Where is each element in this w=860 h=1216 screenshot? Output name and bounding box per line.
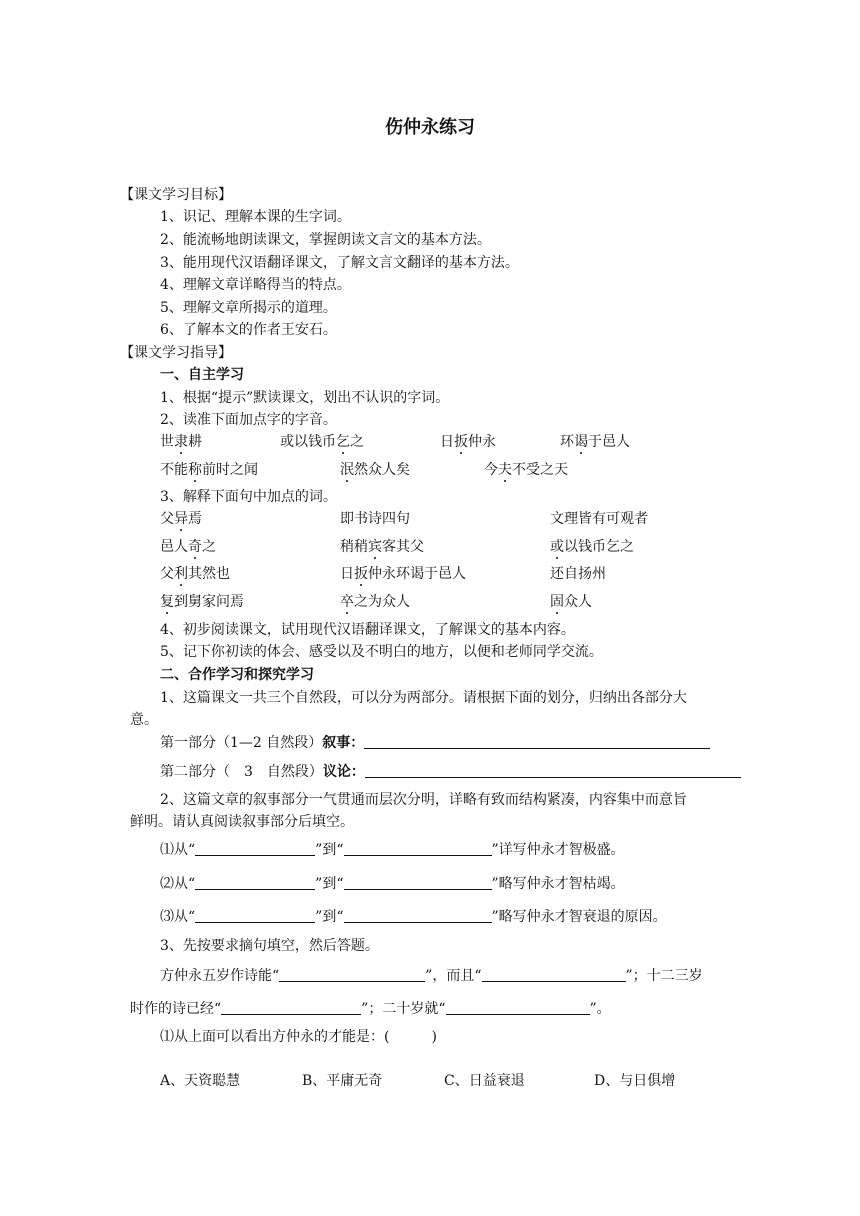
- paragraph-q2-cont: 鲜明。请认真阅读叙事部分后填空。: [130, 814, 354, 830]
- fill-line: ⑴从“ ”到“ ”详写仲永才智极盛。: [160, 842, 625, 858]
- paragraph-q1-cont: 意。: [130, 712, 158, 728]
- dotted-phrase: 或以钱币乞之: [550, 539, 634, 555]
- choice-b[interactable]: B、平庸无奇: [302, 1073, 383, 1089]
- dotted-phrase: 固众人: [550, 594, 592, 610]
- dotted-word: 不能称前时之闻: [160, 462, 258, 478]
- paragraph-q3: 3、先按要求摘句填空，然后答题。: [160, 938, 379, 954]
- fill-blank[interactable]: [344, 908, 492, 923]
- part-heading-self-study: 一、自主学习: [160, 367, 244, 383]
- dotted-word: 日扳仲永: [440, 434, 496, 450]
- dotted-phrase: 稍稍宾客其父: [340, 539, 424, 555]
- goal-item: 4、理解文章详略得当的特点。: [160, 277, 351, 293]
- page-title: 伤仲永练习: [385, 117, 475, 138]
- part-b-line: 第二部分（ 3 自然段）议论：: [160, 762, 741, 782]
- dotted-phrase: 即书诗四句: [340, 511, 410, 527]
- fill-blank[interactable]: [344, 875, 492, 890]
- dotted-phrase: 卒之为众人: [340, 594, 410, 610]
- fill-blank[interactable]: [344, 841, 492, 856]
- quote-blank[interactable]: [279, 967, 425, 982]
- dotted-phrase: 日扳仲永环谒于邑人: [340, 566, 466, 582]
- dotted-word: 环谒于邑人: [560, 434, 630, 450]
- question-3: 3、解释下面句中加点的词。: [160, 489, 337, 505]
- quote-blank[interactable]: [482, 967, 626, 982]
- paragraph-q1: 1、这篇课文一共三个自然段，可以分为两部分。请根据下面的划分，归纳出各部分大: [160, 690, 687, 706]
- goal-item: 6、了解本文的作者王安石。: [160, 322, 337, 338]
- question-4: 4、初步阅读课文，试用现代汉语翻译课文，了解课文的基本内容。: [160, 622, 575, 638]
- dotted-phrase: 父利其然也: [160, 566, 230, 582]
- fill-blank[interactable]: [195, 841, 315, 856]
- quote-blank[interactable]: [446, 1000, 590, 1015]
- dotted-word: 今夫不受之天: [484, 462, 568, 478]
- choice-c[interactable]: C、日益衰退: [444, 1073, 525, 1089]
- fill-line: ⑶从“ ”到“ ”略写仲永才智衰退的原因。: [160, 909, 667, 925]
- part-b-answer-blank[interactable]: [365, 763, 741, 778]
- section-header-guide: 【课文学习指导】: [120, 345, 232, 361]
- part-heading-cooperative: 二、合作学习和探究学习: [160, 667, 314, 683]
- fill-blank[interactable]: [195, 908, 315, 923]
- sub-question: ⑴从上面可以看出方仲永的才能是：( ): [160, 1029, 437, 1045]
- quote-line-2: 时作的诗已经“ ”；二十岁就“ ”。: [130, 1001, 611, 1017]
- goal-item: 5、理解文章所揭示的道理。: [160, 300, 337, 316]
- dotted-phrase: 父异焉: [160, 511, 202, 527]
- dotted-phrase: 邑人奇之: [160, 539, 216, 555]
- quote-line-1: 方仲永五岁作诗能“ ”，而且“ ”；十二三岁: [160, 968, 703, 984]
- dotted-phrase: 复到舅家问焉: [160, 594, 244, 610]
- choice-a[interactable]: A、天资聪慧: [160, 1073, 241, 1089]
- question-5: 5、记下你初读的体会、感受以及不明白的地方，以便和老师同学交流。: [160, 644, 603, 660]
- dotted-word: 泯然众人矣: [340, 462, 410, 478]
- fill-blank[interactable]: [195, 875, 315, 890]
- question-1: 1、根据“提示”默读课文，划出不认识的字词。: [160, 390, 450, 406]
- goal-item: 2、能流畅地朗读课文，掌握朗读文言文的基本方法。: [160, 232, 491, 248]
- section-header-goals: 【课文学习目标】: [120, 187, 232, 203]
- dotted-phrase: 还自扬州: [550, 566, 606, 582]
- dotted-word: 世隶耕: [160, 434, 202, 450]
- quote-blank[interactable]: [221, 1000, 361, 1015]
- dotted-word: 或以钱币乞之: [280, 434, 364, 450]
- choice-d[interactable]: D、与日俱增: [594, 1073, 676, 1089]
- fill-line: ⑵从“ ”到“ ”略写仲永才智枯竭。: [160, 876, 625, 892]
- part-a-answer-blank[interactable]: [364, 734, 710, 749]
- paragraph-q2: 2、这篇文章的叙事部分一气贯通而层次分明，详略有致而结构紧凑，内容集中而意旨: [160, 792, 687, 808]
- question-2: 2、读准下面加点字的字音。: [160, 412, 337, 428]
- goal-item: 1、识记、理解本课的生字词。: [160, 209, 351, 225]
- part-a-line: 第一部分（1—2 自然段）叙事：: [160, 733, 710, 753]
- goal-item: 3、能用现代汉语翻译课文，了解文言文翻译的基本方法。: [160, 255, 519, 271]
- dotted-phrase: 文理皆有可观者: [550, 511, 648, 527]
